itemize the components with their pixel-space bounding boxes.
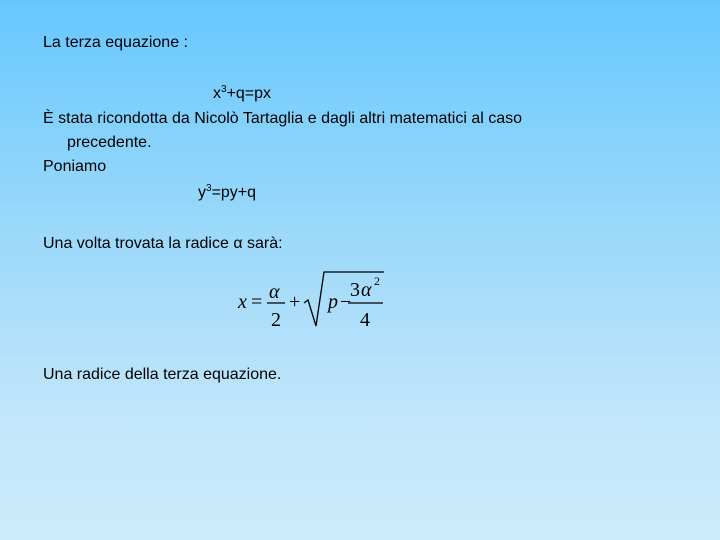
formula-two-denominator: 2 <box>271 309 281 331</box>
paragraph-root-alpha: Una volta trovata la radice α sarà: <box>43 235 283 252</box>
formula-alpha-numerator: α <box>269 281 280 303</box>
formula-exponent-two: 2 <box>374 274 380 288</box>
root-formula <box>232 268 392 332</box>
equation-cubic-exponent: 3 <box>221 84 227 95</box>
formula-x: x <box>238 291 247 313</box>
paragraph-tartaglia-line2: precedente. <box>67 134 152 151</box>
formula-alpha-squared: α <box>361 279 372 301</box>
formula-equals: = <box>251 291 263 313</box>
equation-cubic <box>213 84 271 104</box>
equation-substitution-rest: =py+q <box>211 184 257 201</box>
equation-substitution <box>198 183 256 203</box>
equation-substitution-base: y <box>198 184 206 201</box>
title-line: La terza equazione : <box>43 34 188 51</box>
formula-four-denominator: 4 <box>360 309 370 331</box>
formula-plus: + <box>289 291 301 313</box>
paragraph-tartaglia-line1: È stata ricondotta da Nicolò Tartaglia e dagli altri matematici al caso <box>43 110 523 127</box>
poniamo-text: Poniamo <box>43 158 107 175</box>
root-formula-svg <box>232 268 392 332</box>
equation-cubic-base: x <box>213 85 221 102</box>
formula-p: p <box>328 291 338 313</box>
paragraph-conclusion: Una radice della terza equazione. <box>43 366 282 383</box>
formula-three: 3 <box>350 279 360 301</box>
equation-cubic-rest: +q=px <box>226 85 272 102</box>
equation-substitution-exponent: 3 <box>206 183 212 194</box>
formula-minus: − <box>340 291 352 313</box>
